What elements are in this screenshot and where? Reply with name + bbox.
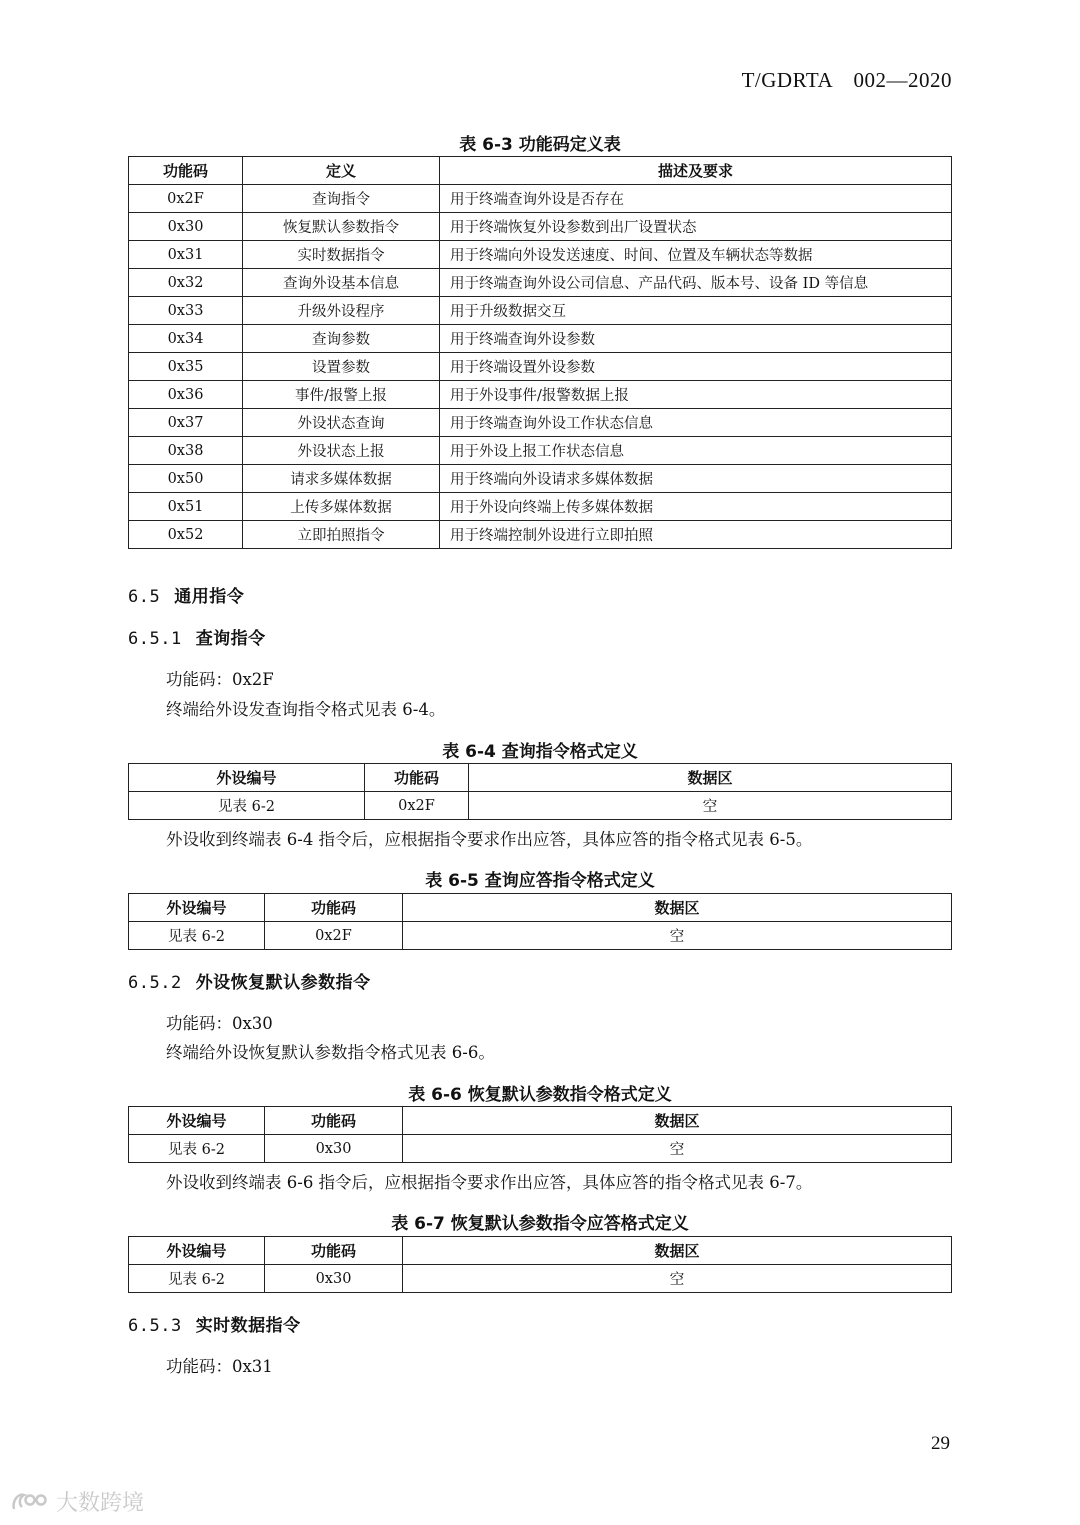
table-cell: 0x32 xyxy=(129,269,243,297)
table-row xyxy=(129,409,952,437)
table-cell: 用于终端设置外设参数 xyxy=(440,353,952,381)
table-row xyxy=(129,437,952,465)
table-cell: 用于终端查询外设工作状态信息 xyxy=(440,409,952,437)
table-cell: 立即拍照指令 xyxy=(243,521,440,549)
document-code: T/GDRTA 002—2020 xyxy=(741,68,952,92)
table-header-row xyxy=(129,157,952,185)
header-cell: 功能码 xyxy=(365,764,469,792)
table-cell: 见表 6-2 xyxy=(129,792,365,820)
table-cell: 用于终端查询外设参数 xyxy=(440,325,952,353)
table-row xyxy=(129,792,952,820)
header-cell: 数据区 xyxy=(403,894,952,922)
table-row xyxy=(129,353,952,381)
table-cell: 查询外设基本信息 xyxy=(243,269,440,297)
table-header-row xyxy=(129,1237,952,1265)
header-cell: 外设编号 xyxy=(129,1237,265,1265)
table-cell: 外设状态上报 xyxy=(243,437,440,465)
table-6-5 xyxy=(128,893,952,950)
table-cell: 用于终端向外设请求多媒体数据 xyxy=(440,465,952,493)
table-cell: 事件/报警上报 xyxy=(243,381,440,409)
section-title: 外设恢复默认参数指令 xyxy=(195,973,371,993)
table-cell: 外设状态查询 xyxy=(243,409,440,437)
watermark xyxy=(10,1486,144,1517)
table-6-7 xyxy=(128,1236,952,1293)
section-title: 通用指令 xyxy=(174,587,245,607)
table-cell: 升级外设程序 xyxy=(243,297,440,325)
table-cell: 空 xyxy=(469,792,952,820)
section-number: 6.5.3 xyxy=(128,1316,182,1336)
table-cell: 上传多媒体数据 xyxy=(243,493,440,521)
table-6-7-caption: 表 6-7 恢复默认参数指令应答格式定义 xyxy=(391,1214,689,1234)
table-cell: 用于终端控制外设进行立即拍照 xyxy=(440,521,952,549)
table-cell: 用于升级数据交互 xyxy=(440,297,952,325)
table-cell: 0x2F xyxy=(365,792,469,820)
table-row xyxy=(129,269,952,297)
table-cell: 用于终端查询外设公司信息、产品代码、版本号、设备 ID 等信息 xyxy=(440,269,952,297)
table-cell: 设置参数 xyxy=(243,353,440,381)
table-row xyxy=(129,493,952,521)
section-number: 6.5.2 xyxy=(128,973,182,993)
section-heading-6-5 xyxy=(128,582,244,607)
table-6-4 xyxy=(128,763,952,820)
table-6-6 xyxy=(128,1106,952,1163)
table-header-row xyxy=(129,894,952,922)
table-cell: 用于终端向外设发送速度、时间、位置及车辆状态等数据 xyxy=(440,241,952,269)
table-cell: 0x2F xyxy=(129,185,243,213)
table-cell: 0x30 xyxy=(265,1135,403,1163)
table-row xyxy=(129,297,952,325)
table-row xyxy=(129,521,952,549)
description-line: 终端给外设恢复默认参数指令格式见表 6-6。 xyxy=(166,1043,495,1062)
function-code-line: 功能码：0x31 xyxy=(166,1357,273,1376)
table-row xyxy=(129,241,952,269)
section-title: 查询指令 xyxy=(195,629,266,649)
table-6-3-caption: 表 6-3 功能码定义表 xyxy=(459,135,621,155)
table-cell: 空 xyxy=(403,922,952,950)
table-cell: 空 xyxy=(403,1265,952,1293)
header-cell: 外设编号 xyxy=(129,894,265,922)
table-6-5-caption: 表 6-5 查询应答指令格式定义 xyxy=(425,871,655,891)
table-6-3 xyxy=(128,156,952,549)
table-row xyxy=(129,213,952,241)
table-cell: 用于外设事件/报警数据上报 xyxy=(440,381,952,409)
table-cell: 0x52 xyxy=(129,521,243,549)
page-number: 29 xyxy=(931,1433,950,1454)
table-cell: 0x37 xyxy=(129,409,243,437)
table-cell: 查询参数 xyxy=(243,325,440,353)
table-cell: 0x2F xyxy=(265,922,403,950)
section-heading-6-5-2 xyxy=(128,968,371,993)
function-code-line: 功能码：0x2F xyxy=(166,670,274,689)
section-title: 实时数据指令 xyxy=(195,1316,301,1336)
header-cell: 数据区 xyxy=(403,1237,952,1265)
section-number: 6.5.1 xyxy=(128,629,182,649)
table-row xyxy=(129,922,952,950)
table-6-4-caption: 表 6-4 查询指令格式定义 xyxy=(442,742,638,762)
header-cell: 功能码 xyxy=(265,1237,403,1265)
table-cell: 查询指令 xyxy=(243,185,440,213)
table-row xyxy=(129,185,952,213)
table-cell: 实时数据指令 xyxy=(243,241,440,269)
section-number: 6.5 xyxy=(128,587,161,607)
table-cell: 0x50 xyxy=(129,465,243,493)
watermark-logo-icon xyxy=(10,1489,50,1515)
section-heading-6-5-3 xyxy=(128,1311,301,1336)
header-cell: 外设编号 xyxy=(129,764,365,792)
table-cell: 0x38 xyxy=(129,437,243,465)
table-cell: 0x30 xyxy=(265,1265,403,1293)
header-cell: 定义 xyxy=(243,157,440,185)
table-cell: 0x34 xyxy=(129,325,243,353)
table-cell: 见表 6-2 xyxy=(129,1135,265,1163)
after-table-line: 外设收到终端表 6-4 指令后，应根据指令要求作出应答，具体应答的指令格式见表 6-5。 xyxy=(166,830,813,849)
table-row xyxy=(129,325,952,353)
header-cell: 数据区 xyxy=(469,764,952,792)
table-cell: 用于终端查询外设是否存在 xyxy=(440,185,952,213)
table-cell: 0x33 xyxy=(129,297,243,325)
table-cell: 请求多媒体数据 xyxy=(243,465,440,493)
function-code-line: 功能码：0x30 xyxy=(166,1014,273,1033)
table-cell: 0x35 xyxy=(129,353,243,381)
table-cell: 用于终端恢复外设参数到出厂设置状态 xyxy=(440,213,952,241)
table-row xyxy=(129,1265,952,1293)
table-cell: 见表 6-2 xyxy=(129,1265,265,1293)
header-cell: 功能码 xyxy=(265,1107,403,1135)
table-6-6-caption: 表 6-6 恢复默认参数指令格式定义 xyxy=(408,1085,672,1105)
header-cell: 描述及要求 xyxy=(440,157,952,185)
table-cell: 恢复默认参数指令 xyxy=(243,213,440,241)
header-cell: 数据区 xyxy=(403,1107,952,1135)
description-line: 终端给外设发查询指令格式见表 6-4。 xyxy=(166,700,446,719)
table-cell: 0x36 xyxy=(129,381,243,409)
table-cell: 空 xyxy=(403,1135,952,1163)
table-header-row xyxy=(129,764,952,792)
table-header-row xyxy=(129,1107,952,1135)
table-cell: 0x31 xyxy=(129,241,243,269)
table-row xyxy=(129,1135,952,1163)
watermark-text: 大数跨境 xyxy=(56,1491,145,1516)
table-cell: 0x30 xyxy=(129,213,243,241)
header-cell: 功能码 xyxy=(129,157,243,185)
table-cell: 用于外设向终端上传多媒体数据 xyxy=(440,493,952,521)
table-row xyxy=(129,465,952,493)
table-cell: 0x51 xyxy=(129,493,243,521)
table-cell: 用于外设上报工作状态信息 xyxy=(440,437,952,465)
header-cell: 外设编号 xyxy=(129,1107,265,1135)
table-row xyxy=(129,381,952,409)
after-table-line: 外设收到终端表 6-6 指令后，应根据指令要求作出应答，具体应答的指令格式见表 6-7。 xyxy=(166,1173,813,1192)
table-cell: 见表 6-2 xyxy=(129,922,265,950)
header-cell: 功能码 xyxy=(265,894,403,922)
section-heading-6-5-1 xyxy=(128,624,266,649)
